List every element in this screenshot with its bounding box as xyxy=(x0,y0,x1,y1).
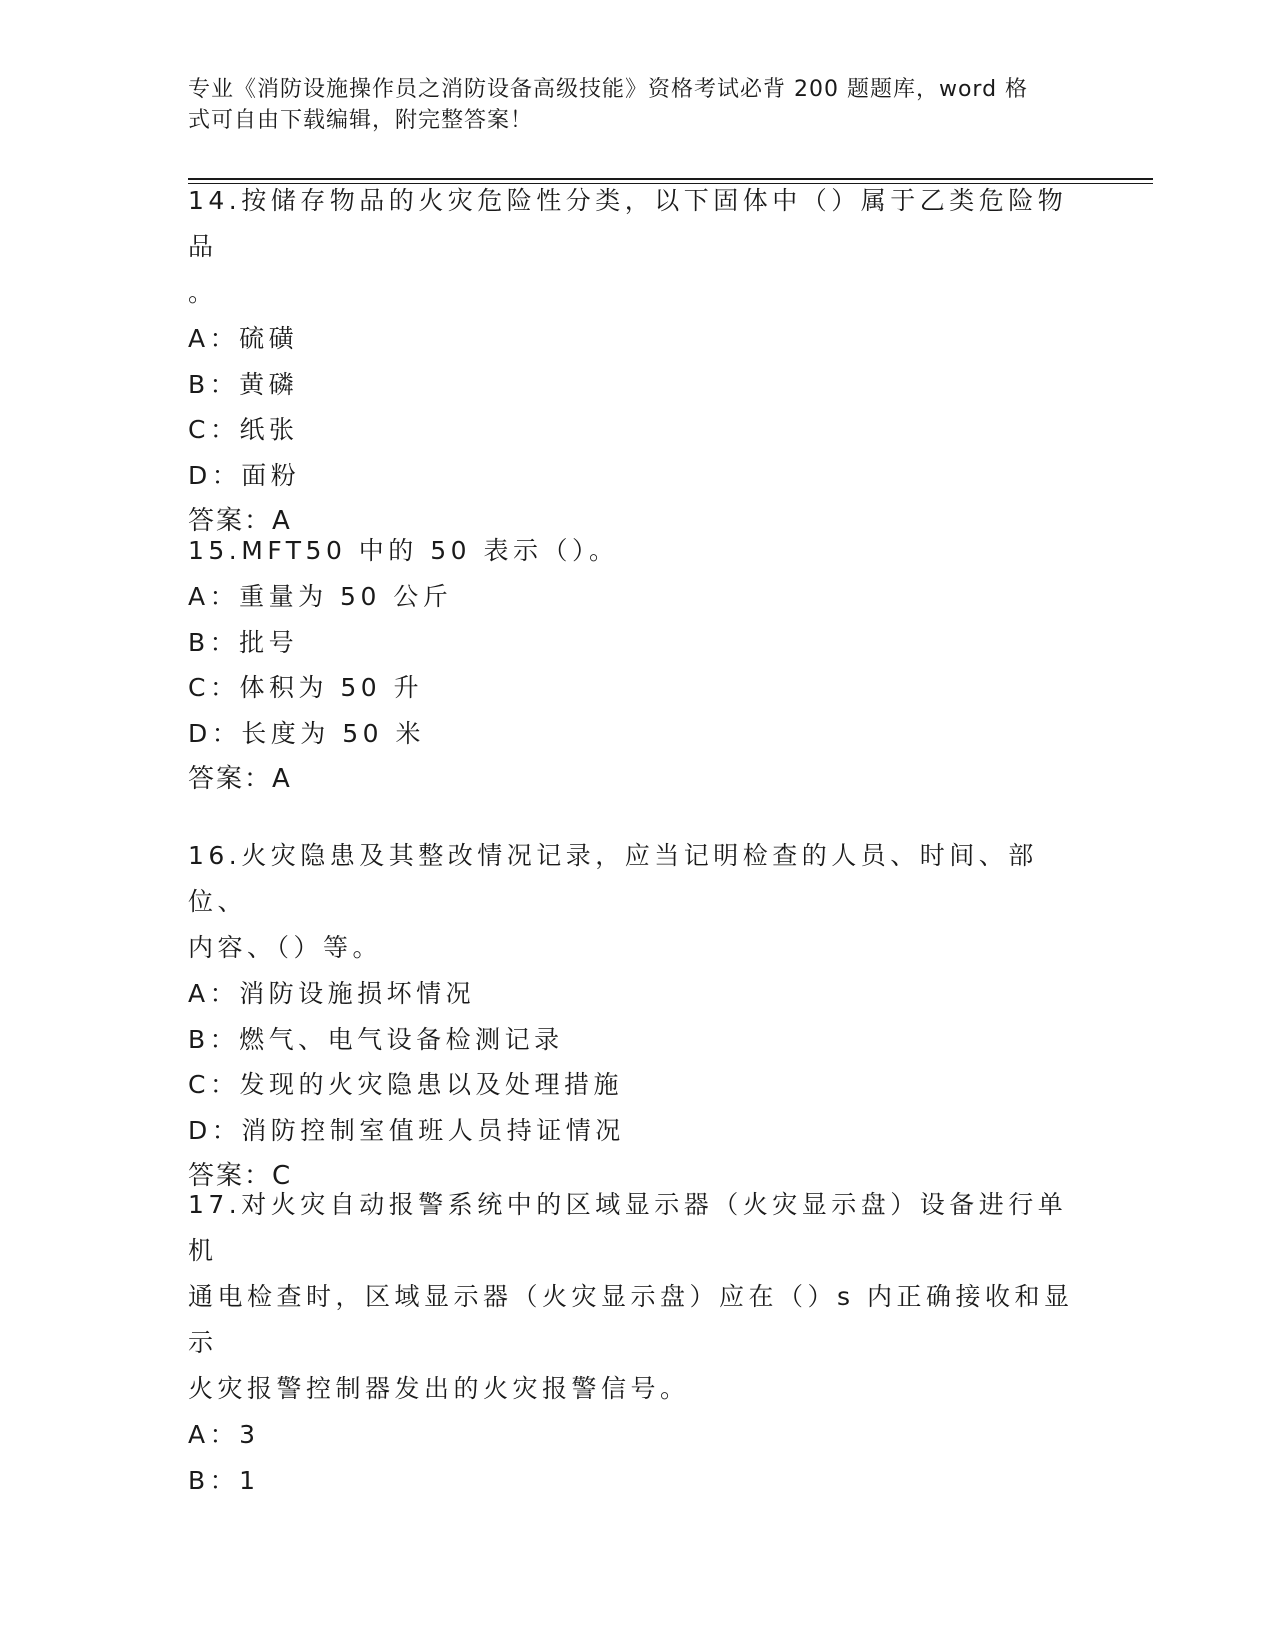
question-14 xyxy=(188,178,1088,544)
question-stem-line: 内容、（）等。 xyxy=(188,933,383,962)
option-b: B：1 xyxy=(188,1465,260,1495)
option-c: C：纸张 xyxy=(188,415,299,444)
answer-line: 答案：C xyxy=(188,1161,293,1191)
document-header xyxy=(188,74,1078,136)
question-17 xyxy=(188,1182,1088,1503)
question-stem-line: 14.按储存物品的火灾危险性分类，以下固体中（）属于乙类危险物品 xyxy=(188,186,1068,261)
question-stem-line: 火灾报警控制器发出的火灾报警信号。 xyxy=(188,1374,690,1403)
question-16 xyxy=(188,833,1088,1199)
answer-line: 答案：A xyxy=(188,764,292,794)
option-a: A：3 xyxy=(188,1420,260,1449)
option-a: A：硫磺 xyxy=(188,324,299,353)
question-stem-line: 17.对火灾自动报警系统中的区域显示器（火灾显示盘）设备进行单机 xyxy=(188,1190,1068,1265)
option-c: C：发现的火灾隐患以及处理措施 xyxy=(188,1070,623,1099)
question-15 xyxy=(188,528,1088,802)
option-b: B：批号 xyxy=(188,627,299,657)
question-stem-line: 。 xyxy=(188,278,218,307)
option-a: A：重量为 50 公斤 xyxy=(188,582,453,611)
question-stem-line: 16.火灾隐患及其整改情况记录，应当记明检查的人员、时间、部位、 xyxy=(188,841,1038,916)
option-b: B：黄磷 xyxy=(188,369,299,399)
header-line-2: 式可自由下载编辑，附完整答案！ xyxy=(188,108,534,133)
answer-line: 答案：A xyxy=(188,506,292,536)
option-b: B：燃气、电气设备检测记录 xyxy=(188,1024,564,1054)
question-stem-line: 15.MFT50 中的 50 表示（）。 xyxy=(188,536,619,565)
option-d: D：面粉 xyxy=(188,460,301,490)
option-c: C：体积为 50 升 xyxy=(188,673,424,702)
header-line-1: 专业《消防设施操作员之消防设备高级技能》资格考试必背 200 题题库，word 格 xyxy=(188,77,1029,102)
question-stem-line: 通电检查时，区域显示器（火灾显示盘）应在（）s 内正确接收和显示 xyxy=(188,1282,1074,1357)
option-d: D：消防控制室值班人员持证情况 xyxy=(188,1115,625,1145)
option-a: A：消防设施损坏情况 xyxy=(188,979,476,1008)
option-d: D：长度为 50 米 xyxy=(188,718,425,748)
